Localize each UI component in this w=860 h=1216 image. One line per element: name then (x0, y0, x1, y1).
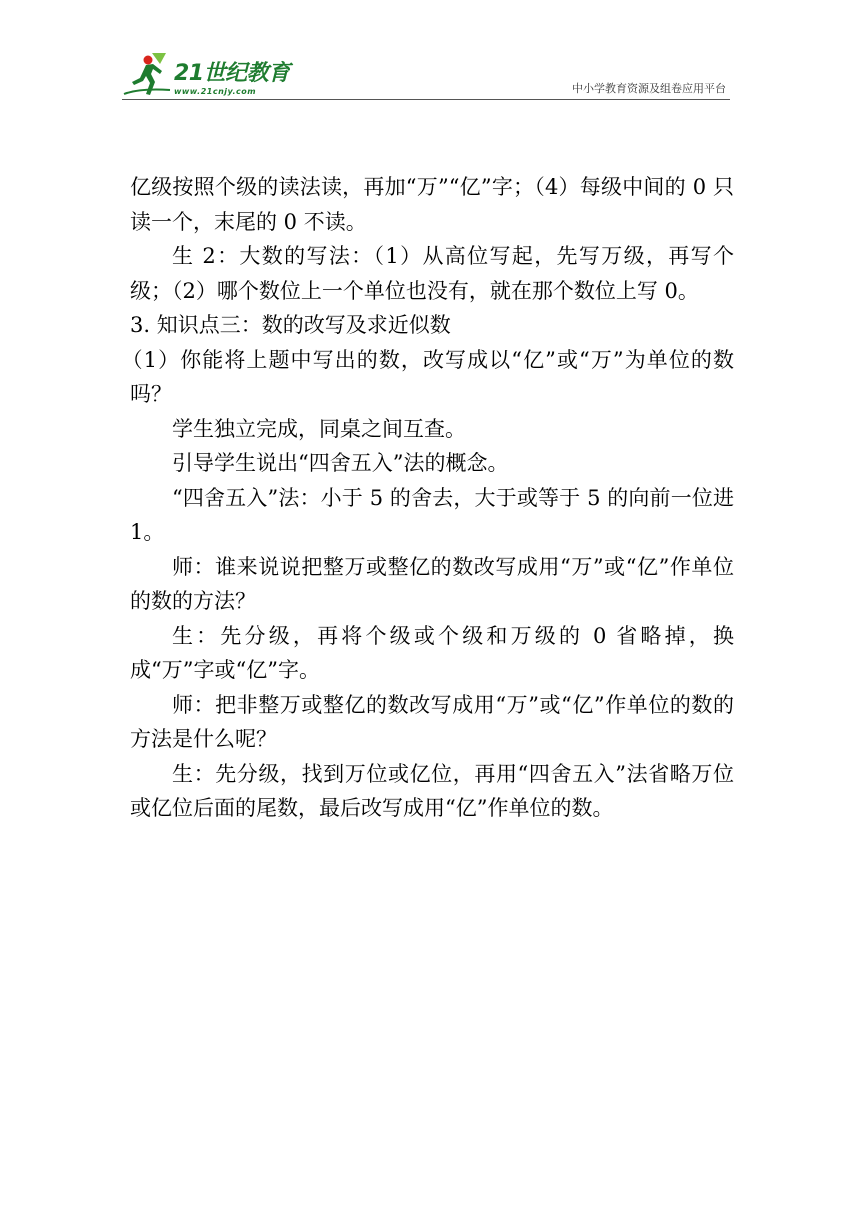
paragraph-teacher-question-2: 师：把非整万或整亿的数改写成用“万”或“亿”作单位的数的方法是什么呢？ (130, 692, 734, 751)
paragraph-rounding-rule: “四舍五入”法：小于 5 的舍去，大于或等于 5 的向前一位进 1。 (130, 485, 734, 544)
paragraph-question-1: （1）你能将上题中写出的数，改写成以“亿”或“万”为单位的数吗？ (121, 347, 734, 406)
paragraph-guide-concept: 引导学生说出“四舍五入”法的概念。 (172, 451, 509, 475)
paragraph-writing-rules: 生 2：大数的写法：（1）从高位写起，先写万级，再写个级；（2）哪个数位上一个单位也没有，就在那个数位上写 0。 (130, 244, 734, 303)
paragraph-teacher-question-1: 师：谁来说说把整万或整亿的数改写成用“万”或“亿”作单位的数的方法？ (130, 554, 734, 613)
platform-name: 中小学教育资源及组卷应用平台 (572, 82, 726, 95)
paragraph-student-answer-1: 生：先分级，再将个级或个级和万级的 0 省略掉，换成“万”字或“亿”字。 (130, 623, 734, 682)
header-divider (122, 99, 730, 100)
document-body (121, 170, 734, 826)
page-header (122, 50, 730, 102)
logo (122, 50, 292, 100)
section-heading-knowledge-3: 3. 知识点三：数的改写及求近似数 (130, 313, 451, 337)
paragraph-reading-rules-cont: 亿级按照个级的读法读，再加“万”“亿”字；（4）每级中间的 0 只读一个，末尾的 0 不读。 (130, 175, 734, 234)
paragraph-student-answer-2: 生：先分级，找到万位或亿位，再用“四舍五入”法省略万位或亿位后面的尾数，最后改写成用“亿”作单位的数。 (130, 761, 734, 820)
logo-text: 21世纪教育 (174, 61, 290, 86)
running-figure-icon (122, 50, 174, 100)
logo-url: www.21cnjy.com (174, 87, 257, 96)
paragraph-independent-work: 学生独立完成，同桌之间互查。 (172, 416, 466, 441)
